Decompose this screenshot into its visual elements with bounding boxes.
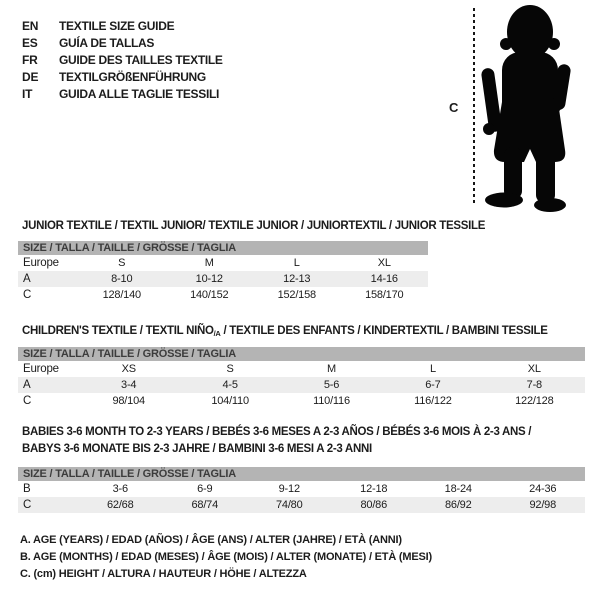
table-title-line [22, 424, 531, 441]
language-code: EN [22, 18, 39, 33]
language-code: FR [22, 52, 38, 67]
row-label: C [23, 499, 32, 511]
size-row-europe [18, 361, 585, 377]
size-value: 128/140 [102, 289, 141, 301]
row-label: C [23, 395, 32, 407]
size-value: 116/122 [414, 395, 452, 407]
table-title-text: CHILDREN'S TEXTILE / TEXTIL NIÑO [22, 325, 214, 337]
size-value: 18-24 [444, 483, 472, 495]
guide-title: GUIDE DES TAILLES TEXTILE [59, 52, 223, 67]
row-label: Europe [23, 363, 59, 375]
size-value: 14-16 [370, 273, 398, 285]
table-title-text: BABIES 3-6 MONTH TO 2-3 YEARS / BEBÉS 3-6 MESES A 2-3 AÑOS / BÉBÉS 3-6 MOIS À 2-3 ANS / [22, 426, 532, 438]
size-value: 6-9 [197, 483, 213, 495]
size-value: L [429, 363, 436, 375]
size-value: 10-12 [195, 273, 223, 285]
size-value: XL [377, 257, 391, 269]
size-value: S [118, 257, 126, 269]
size-value: 4-5 [222, 379, 238, 391]
size-value: L [293, 257, 300, 269]
row-label: Europe [23, 257, 59, 269]
guide-title: TEXTILGRÖßENFÜHRUNG [59, 69, 206, 84]
size-value: 7-8 [526, 379, 542, 391]
guide-title: GUIDA ALLE TAGLIE TESSILI [59, 86, 220, 101]
size-row-a [18, 377, 585, 393]
table-title-line [22, 441, 531, 458]
size-value: 3-4 [121, 379, 137, 391]
size-value: 98/104 [112, 395, 145, 407]
junior-table-title [22, 218, 485, 235]
size-row-a [18, 271, 428, 287]
size-value: M [327, 363, 336, 375]
size-value: 12-18 [360, 483, 388, 495]
size-value: 152/158 [277, 289, 316, 301]
babies-table-title [22, 424, 531, 458]
table-title-text: /A [213, 329, 221, 338]
height-measure-dashed-line [473, 8, 475, 206]
language-row [22, 34, 223, 51]
language-code: ES [22, 35, 38, 50]
height-label-c: C [449, 100, 459, 115]
babies-size-table [18, 467, 585, 513]
size-value: 86/92 [444, 499, 472, 511]
size-value: M [204, 257, 214, 269]
legend-height-cm: C. (cm) HEIGHT / ALTURA / HAUTEUR / HÖHE / ALTEZZA [20, 568, 307, 580]
table-title-text: / TEXTILE DES ENFANTS / KINDERTEXTIL / BAMBINI TESSILE [220, 325, 548, 337]
legend-age-months: B. AGE (MONTHS) / EDAD (MESES) / ÂGE (MOIS) / ALTER (MONATE) / ETÀ (MESI) [20, 551, 432, 563]
language-row [22, 85, 223, 102]
size-row-b [18, 481, 585, 497]
legend-age-years: A. AGE (YEARS) / EDAD (AÑOS) / ÂGE (ANS) / ALTER (JAHRE) / ETÀ (ANNI) [20, 534, 402, 546]
size-value: 140/152 [190, 289, 229, 301]
size-value: S [226, 363, 234, 375]
language-code: IT [22, 86, 33, 101]
size-value: 6-7 [425, 379, 441, 391]
table-title-line [22, 218, 485, 235]
legend-block [20, 534, 432, 585]
language-row [22, 17, 223, 34]
size-row-europe [18, 255, 428, 271]
size-value: 158/170 [365, 289, 404, 301]
row-label: C [23, 289, 32, 301]
size-value: 74/80 [275, 499, 303, 511]
children-table-title [22, 323, 548, 342]
size-value: 104/110 [211, 395, 249, 407]
row-label: A [23, 273, 31, 285]
language-title-block [22, 17, 223, 102]
language-code: DE [22, 69, 39, 84]
size-value: XL [527, 363, 541, 375]
size-value: 62/68 [106, 499, 134, 511]
size-value: 5-6 [323, 379, 340, 391]
size-value: 8-10 [111, 273, 133, 285]
size-value: 9-12 [278, 483, 300, 495]
size-value: 92/98 [529, 499, 557, 511]
size-value: 80/86 [360, 499, 388, 511]
table-title-text: JUNIOR TEXTILE / TEXTIL JUNIOR/ TEXTILE JUNIOR / JUNIORTEXTIL / JUNIOR TESSILE [22, 220, 486, 232]
size-value: XS [121, 363, 136, 375]
size-row-c [18, 497, 585, 513]
size-header-band: SIZE / TALLA / TAILLE / GRÖSSE / TAGLIA [18, 347, 585, 361]
guide-title: TEXTILE SIZE GUIDE [59, 18, 175, 33]
toddler-silhouette-icon [480, 2, 595, 214]
table-title-text: BABYS 3-6 MONATE BIS 2-3 JAHRE / BAMBINI 3-6 MESI A 2-3 ANNI [22, 443, 372, 455]
row-label: A [23, 379, 31, 391]
size-value: 24-36 [529, 483, 557, 495]
size-row-c [18, 393, 585, 409]
row-label: B [23, 483, 31, 495]
size-value: 110/116 [313, 395, 350, 407]
size-row-c [18, 287, 428, 303]
language-row [22, 68, 223, 85]
size-value: 12-13 [283, 273, 311, 285]
guide-title: GUÍA DE TALLAS [59, 35, 155, 50]
language-row [22, 51, 223, 68]
junior-size-table [18, 241, 428, 303]
size-value: 3-6 [112, 483, 128, 495]
size-header-band: SIZE / TALLA / TAILLE / GRÖSSE / TAGLIA [18, 241, 428, 255]
size-value: 68/74 [191, 499, 219, 511]
table-title-line [22, 323, 548, 342]
size-value: 122/128 [515, 395, 554, 407]
size-header-band: SIZE / TALLA / TAILLE / GRÖSSE / TAGLIA [18, 467, 585, 481]
children-size-table [18, 347, 585, 409]
